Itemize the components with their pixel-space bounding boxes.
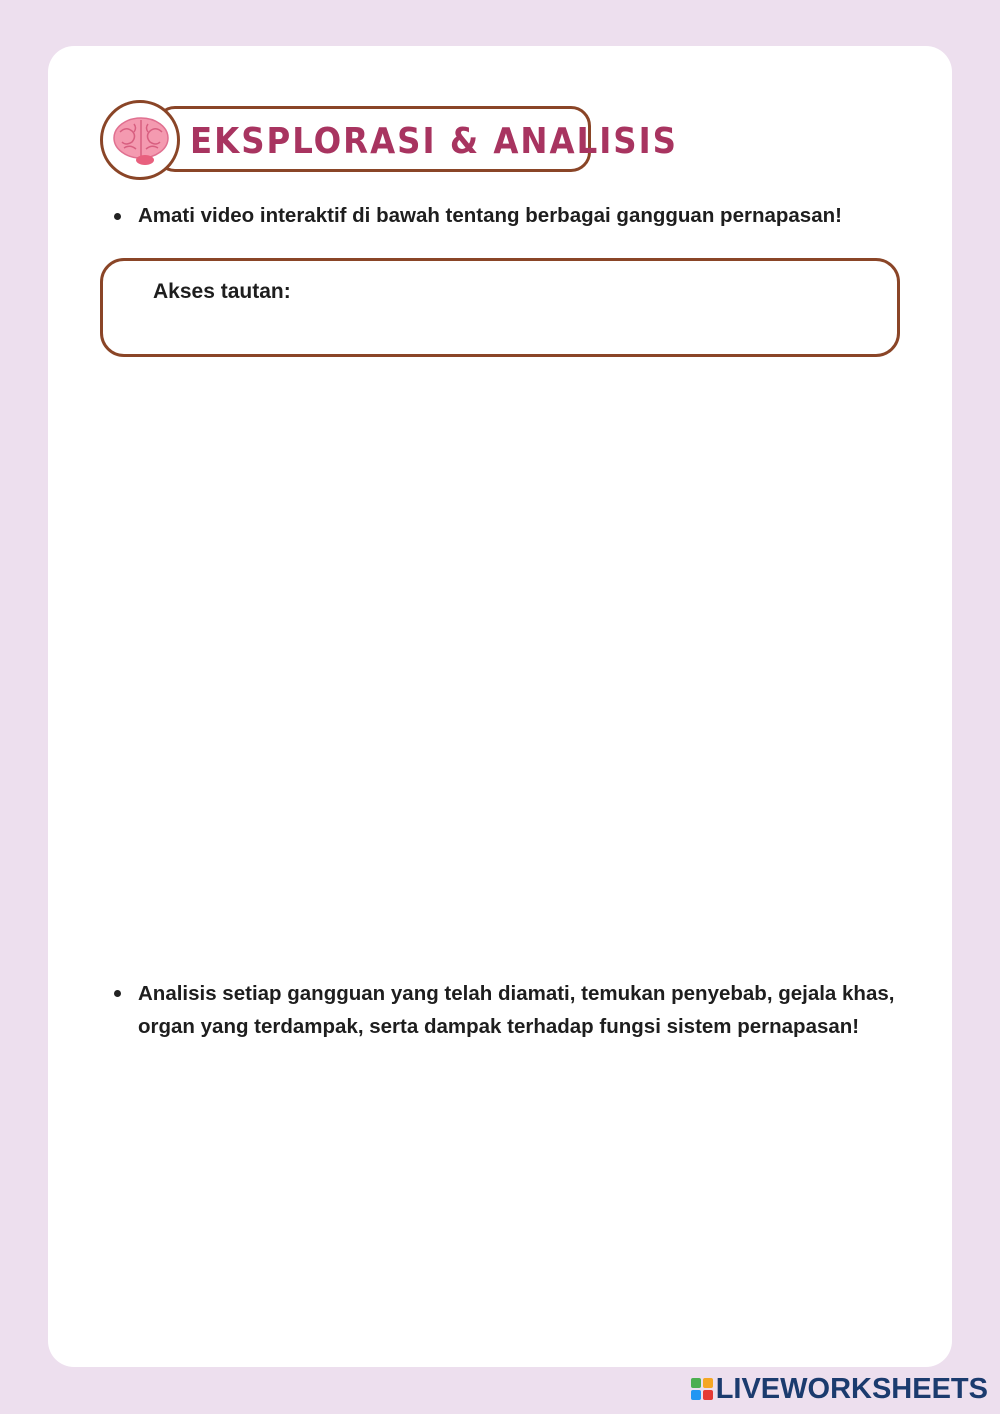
bullet-dot — [114, 990, 121, 997]
footer-brand[interactable] — [691, 1372, 988, 1406]
brand-name: LIVEWORKSHEETS — [715, 1373, 988, 1405]
instruction-analyze: Analisis setiap gangguan yang telah diamati, temukan penyebab, gejala khas, organ yang terdampak, serta dampak terhadap fungsi sistem pernapasan! — [138, 982, 895, 1038]
bullet-dot — [114, 213, 121, 220]
link-box[interactable] — [100, 258, 900, 357]
section-title: EKSPLORASI & ANALISIS — [190, 121, 678, 162]
link-box-label: Akses tautan: — [153, 280, 291, 303]
worksheet-card — [48, 46, 952, 1367]
instruction-watch-video: Amati video interaktif di bawah tentang berbagai gangguan pernapasan! — [138, 204, 842, 227]
brain-badge — [100, 100, 180, 180]
brain-icon — [112, 116, 170, 166]
liveworksheets-logo-icon — [691, 1378, 713, 1400]
